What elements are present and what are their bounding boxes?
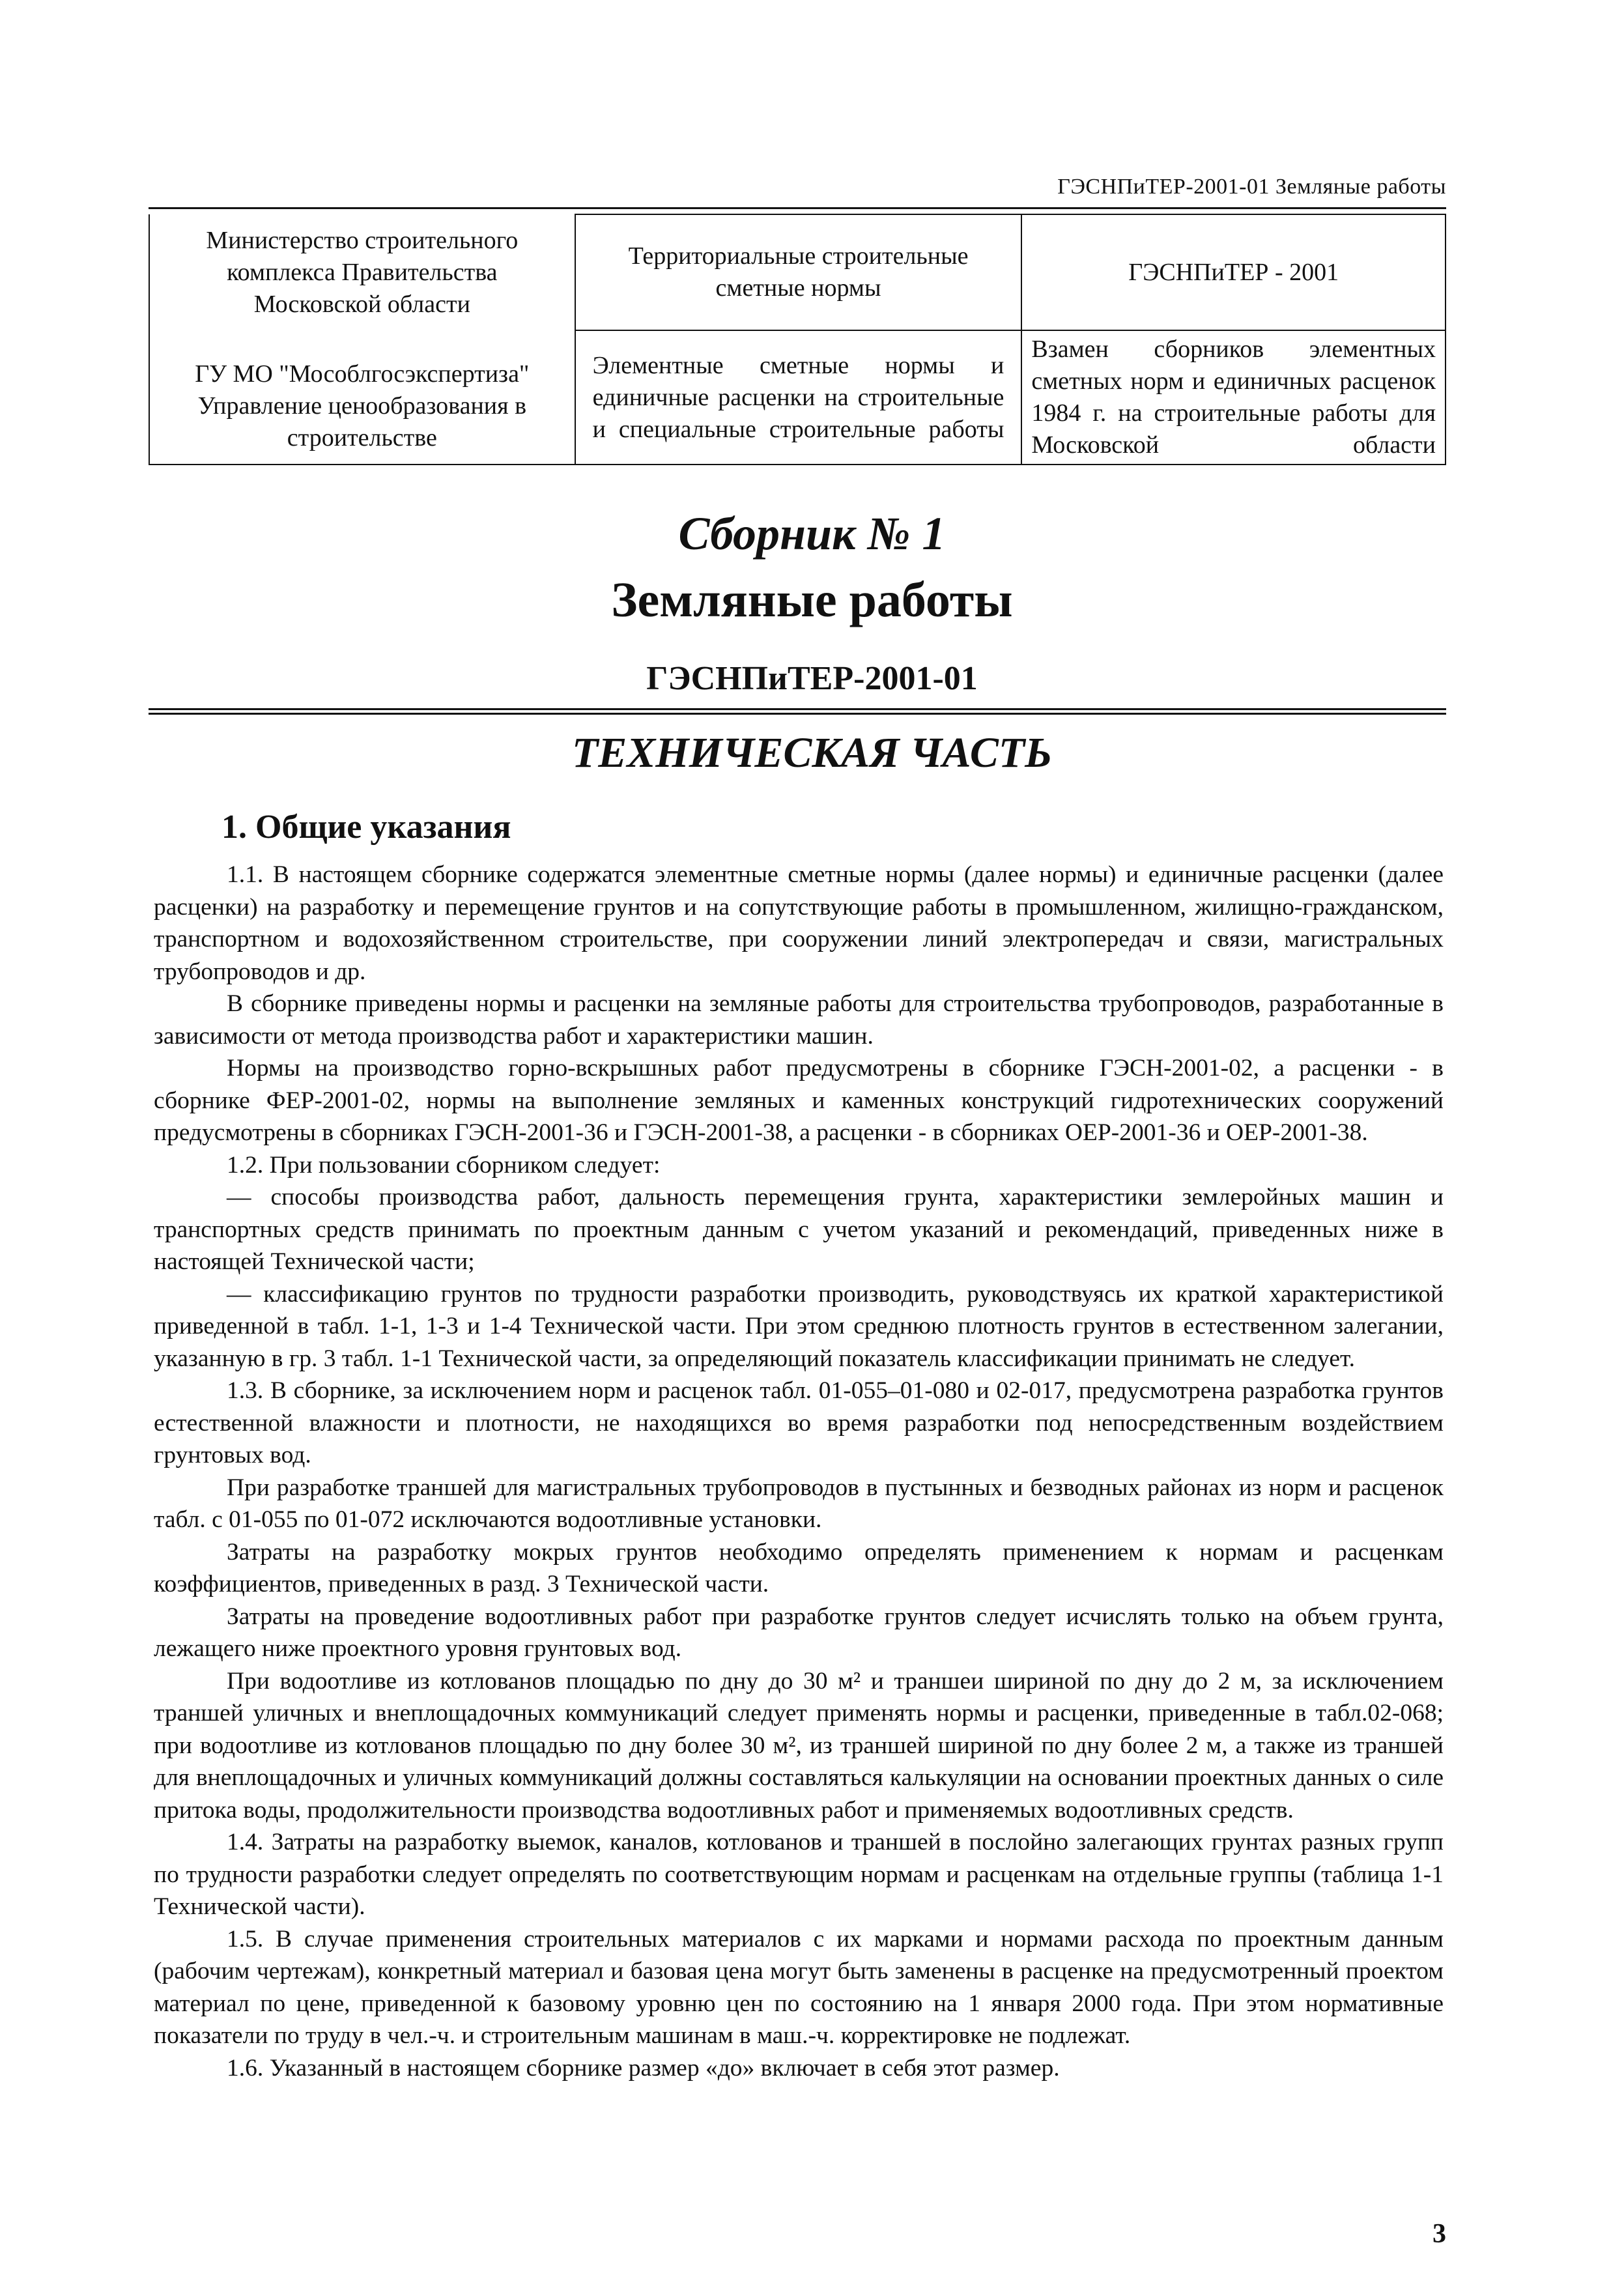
title-double-rule	[149, 708, 1446, 715]
page-number: 3	[1432, 2219, 1446, 2249]
header-cell-description	[575, 330, 1022, 465]
header-table	[149, 214, 1446, 465]
paragraph-classification: — классификацию грунтов по трудности разработки производить, руководствуясь их краткой характеристикой приведенной в табл. 1-1, 1-3 и 1-4 Технической части. При этом среднюю плотность грунтов в естественном залегании, указанную в гр. 3 табл. 1-1 Технической части, за определяющий показатель классификации принимать не следует.	[154, 1280, 1444, 1372]
paragraph-1-3: 1.3. В сборнике, за исключением норм и расценок табл. 01-055–01-080 и 02-017, предусмотрена разработка грунтов естественной влажности и плотности, не находящихся во время разработки под непосредственным воздействием грунтовых вод.	[154, 1377, 1444, 1468]
paragraph-1-2: 1.2. При пользовании сборником следует:	[227, 1151, 661, 1179]
paragraph-mining: Нормы на производство горно-вскрышных работ предусмотрены в сборнике ГЭСН-2001-02, а расценки - в сборнике ФЕР-2001-02, нормы на выполнение земляных и каменных конструкций гидротехнических сооружений предусмотрены в сборниках ГЭСН-2001-36 и ГЭСН-2001-38, а расценки - в сборниках ОЕР-2001-36 и ОЕР-2001-38.	[154, 1055, 1444, 1146]
paragraph-methods: — способы производства работ, дальность перемещения грунта, характеристики землеройных машин и транспортных средств принимать по проектным данным с учетом указаний и рекомендаций, приведенных ниже в настоящей Технической части;	[154, 1184, 1444, 1275]
paragraph-1-4: 1.4. Затраты на разработку выемок, каналов, котлованов и траншей в послойно залегающих грунтах разных групп по трудности разработки следует определять по соответствующим нормам и расценкам на отдельные группы (таблица 1-1 Технической части).	[154, 1829, 1444, 1920]
paragraph-1-6: 1.6. Указанный в настоящем сборнике размер «до» включает в себя этот размер.	[227, 2054, 1060, 2082]
paragraph-1-1: 1.1. В настоящем сборнике содержатся элементные сметные нормы (далее нормы) и единичные расценки (далее расценки) на разработку и перемещение грунтов и на сопутствующие работы в промышленном, жилищно-гражданском, транспортном и водохозяйственном строительстве, при сооружении линий электропередач и связи, магистральных трубопроводов и др.	[154, 861, 1444, 985]
part-title: ТЕХНИЧЕСКАЯ ЧАСТЬ	[571, 729, 1053, 777]
code-text: ГЭСНПиТЕР - 2001	[1128, 258, 1339, 286]
agency-text: ГУ МО "Мособлгосэкспертиза" Управление ценообразования в строительстве	[195, 360, 530, 451]
header-cell-replacement	[1021, 330, 1446, 465]
description-text: Элементные сметные нормы и единичные расценки на строительные и специальные строительные работы	[592, 351, 1004, 443]
section-body	[154, 859, 1444, 2084]
header-cell-code	[1021, 214, 1446, 330]
ministry-text: Министерство строительного комплекса Правительства Московской области	[206, 226, 519, 318]
paragraph-1-5: 1.5. В случае применения строительных материалов с их марками и нормами расхода по проектным данным (рабочим чертежам), конкретный материал и базовая цена могут быть заменены в расценке на предусмотренный проектом материал по цене, приведенной к базовому уровню цен по состоянию на 1 января 2000 года. При этом нормативные показатели по труду в чел.-ч. и строительным машинам в маш.-ч. корректировке не подлежат.	[154, 1925, 1444, 2049]
paragraph-wet-soil: Затраты на разработку мокрых грунтов необходимо определять применением к нормам и расценкам коэффициентов, приведенных в разд. 3 Технической части.	[154, 1538, 1444, 1597]
paragraph-pipelines: В сборнике приведены нормы и расценки на земляные работы для строительства трубопроводов, разработанные в зависимости от метода производства работ и характеристики машин.	[154, 990, 1444, 1050]
section-heading: 1. Общие указания	[221, 809, 511, 846]
collection-name: Земляные работы	[611, 573, 1013, 627]
norm-type-text: Территориальные строительные сметные нормы	[628, 242, 969, 302]
paragraph-desert: При разработке траншей для магистральных трубопроводов в пустынных и безводных районах из норм и расценок табл. с 01-055 по 01-072 исключаются водоотливные установки.	[154, 1474, 1444, 1533]
header-cell-norm-type	[575, 214, 1022, 330]
replacement-text: Взамен сборников элементных сметных норм и единичных расценок 1984 г. на строительные работы для Московской области	[1031, 336, 1436, 459]
header-cell-ministry	[149, 214, 575, 465]
running-header: ГЭСНПиТЕР-2001-01 Земляные работы	[1057, 175, 1446, 199]
header-rule	[149, 207, 1446, 209]
paragraph-drainage: Затраты на проведение водоотливных работ при разработке грунтов следует исчислять только на объем грунта, лежащего ниже проектного уровня грунтовых вод.	[154, 1603, 1444, 1662]
collection-code: ГЭСНПиТЕР-2001-01	[646, 660, 978, 697]
collection-title: Сборник № 1	[678, 508, 946, 560]
paragraph-pits: При водоотливе из котлованов площадью по дну до 30 м² и траншеи шириной по дну до 2 м, за исключением траншей уличных и внеплощадочных коммуникаций следует применять нормы и расценки, приведенные в табл.02-068; при водоотливе из котлованов площадью по дну более 30 м², из траншей шириной по дну более 2 м, а также из траншей для внеплощадочных и уличных коммуникаций должны составляться калькуляции на основании проектных данных о силе притока воды, продолжительности производства водоотливных работ и применяемых водоотливных средств.	[154, 1667, 1444, 1824]
